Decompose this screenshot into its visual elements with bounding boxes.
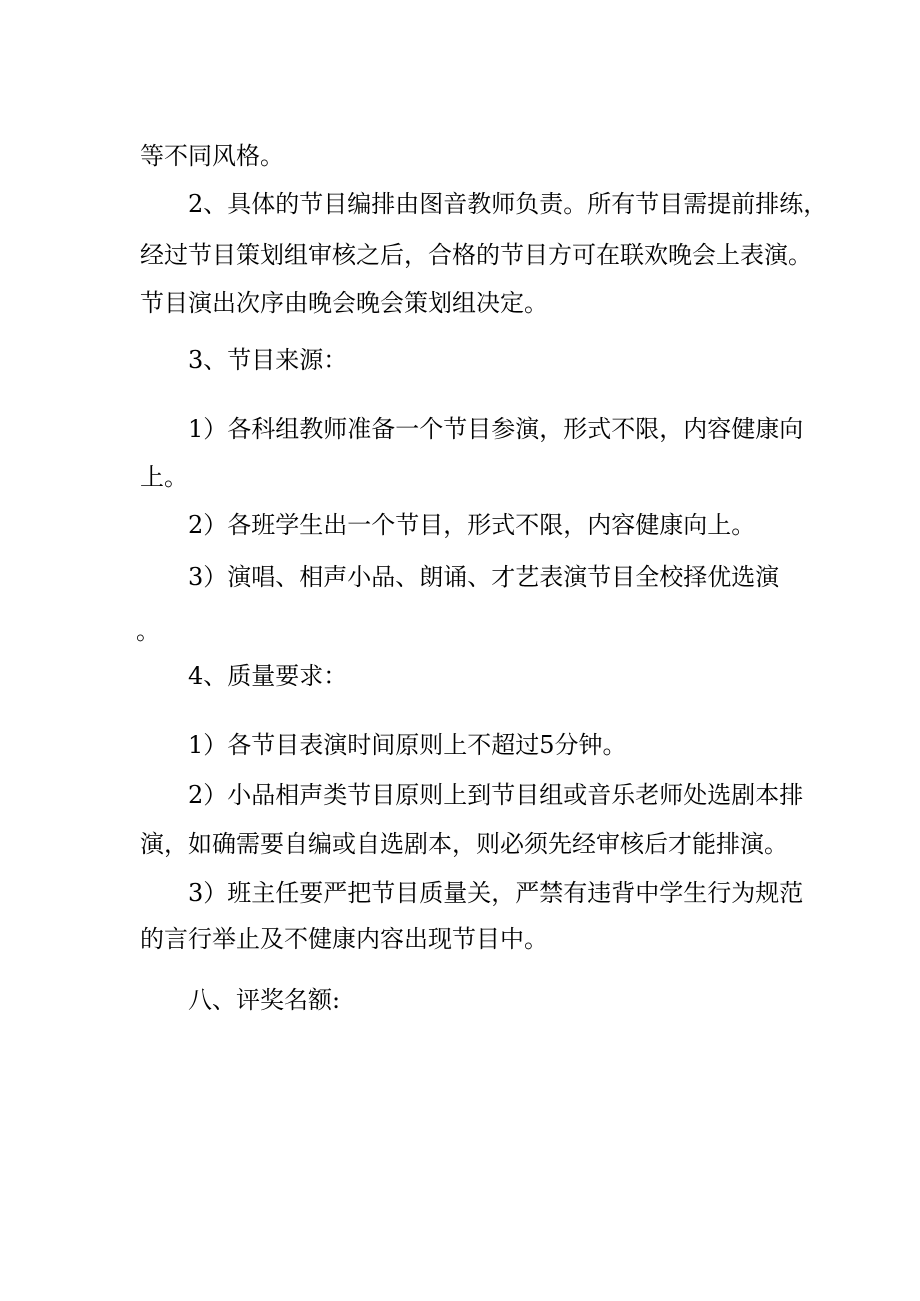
text-line: 的言行举止及不健康内容出现节目中。 (140, 925, 548, 953)
list-item-class-program: 2）各班学生出一个节目，形式不限，内容健康向上。 (188, 511, 756, 539)
section-heading-quality-requirements: 4、质量要求： (188, 662, 348, 690)
section-heading-awards: 八、评奖名额: (188, 986, 341, 1014)
text-line: 。 (136, 617, 160, 645)
text-line: 上。 (140, 463, 188, 491)
list-item-school-selection: 3）演唱、相声小品、朗诵、才艺表演节目全校择优选演 (188, 563, 780, 591)
text-line: 演，如确需要自编或自选剧本，则必须先经审核后才能排演。 (140, 830, 788, 858)
list-item-teacher-program: 1）各科组教师准备一个节目参演，形式不限，内容健康向 (188, 415, 804, 443)
text-line: 节目演出次序由晚会晚会策划组决定。 (140, 289, 548, 317)
list-item-time-limit: 1）各节目表演时间原则上不超过5分钟。 (188, 731, 627, 759)
text-line: 等不同风格。 (140, 142, 284, 170)
text-line: 经过节目策划组审核之后，合格的节目方可在联欢晚会上表演。 (140, 241, 812, 269)
section-heading-program-source: 3、节目来源： (188, 346, 348, 374)
list-item-quality-control: 3）班主任要严把节目质量关，严禁有违背中学生行为规范 (188, 879, 804, 907)
list-item-script-selection: 2）小品相声类节目原则上到节目组或音乐老师处选剧本排 (188, 781, 804, 809)
paragraph-item-2-start: 2、具体的节目编排由图音教师负责。所有节目需提前排练， (188, 190, 828, 218)
